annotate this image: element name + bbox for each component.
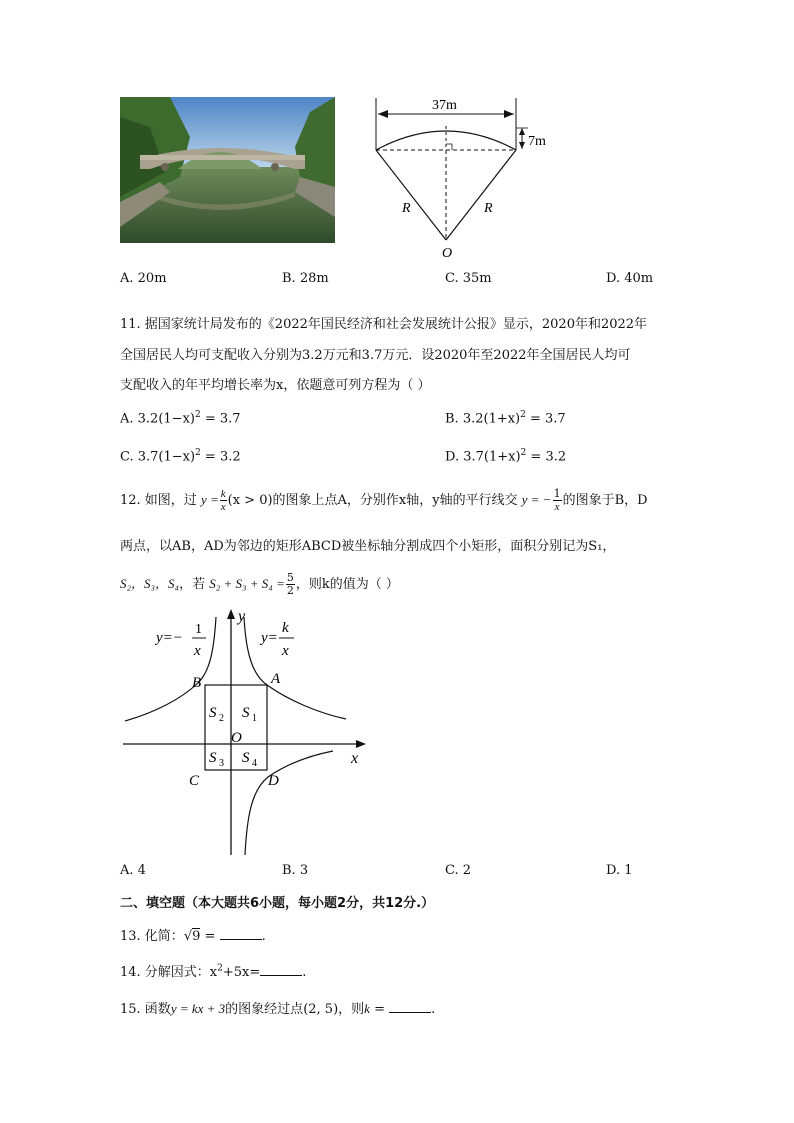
q11-option-a-rhs: = 3.7: [200, 411, 241, 427]
q12-s-list: S₂，S₃，S₄: [120, 576, 180, 591]
exponent: 2: [195, 448, 201, 458]
q12-option-d[interactable]: D. 1: [606, 863, 633, 878]
q15: [120, 998, 435, 1017]
q15-point: (2, 5): [303, 1002, 339, 1017]
exponent: 2: [520, 410, 526, 420]
func-left-label: y=−: [156, 630, 183, 646]
sqrt-sign: √: [183, 929, 193, 944]
q12-line1: [120, 488, 648, 513]
q12-line3: [120, 572, 399, 597]
frac-numerator: 5: [286, 571, 294, 584]
point-d-label: D: [268, 773, 279, 789]
q10-option-b[interactable]: B. 28m: [282, 271, 329, 286]
q10-option-d[interactable]: D. 40m: [606, 271, 654, 286]
q15-function: y = kx + 3: [170, 1001, 226, 1016]
q11-line3: 支配收入的年平均增长率为x，依题意可列方程为（ ）: [120, 378, 431, 393]
x-axis-arrow: [356, 740, 366, 748]
point-c-label: C: [189, 773, 200, 789]
width-label: 37m: [432, 98, 457, 113]
q15-end: .: [431, 1002, 436, 1017]
q15-prefix: 15. 函数: [120, 1002, 171, 1017]
q15-mid: 的图象经过点: [225, 1002, 304, 1017]
q12-line2: [120, 535, 615, 554]
area-s4-label: S: [242, 750, 250, 766]
q12-func-y: y =: [200, 492, 219, 507]
q11-option-c-rhs: = 3.2: [200, 449, 241, 465]
q11-option-c-label: C. 3.7(1−x): [120, 449, 196, 465]
q13: [120, 925, 266, 944]
q13-radicand: 9: [192, 929, 201, 944]
left-radius-label: R: [402, 201, 411, 216]
curve-neg1-over-x-q4: [245, 751, 333, 855]
q15-eq: =: [369, 1002, 390, 1017]
func-left-den: x: [194, 643, 201, 659]
q12-condition: (x > 0): [227, 493, 273, 508]
q11-line2: 全国居民人均可支配收入分别为3.2万元和3.7万元．设2020年至2022年全国居民人均可: [120, 348, 631, 363]
q12-part2: 的图象于B，D: [562, 493, 648, 508]
q11-option-d-label: D. 3.7(1+x): [445, 449, 521, 465]
area-s1-sub: 1: [252, 713, 257, 724]
q12-line2-text: 两点，以AB，AD为邻边的矩形ABCD被坐标轴分割成四个小矩形，面积分别记为S: [120, 539, 598, 554]
y-axis-label: y: [238, 608, 246, 625]
left-radius: [376, 150, 446, 240]
q11-line1: 11. 据国家统计局发布的《2022年国民经济和社会发展统计公报》显示，2020年和2022年: [120, 317, 648, 332]
q12-part1: 的图象上点A，分别作x轴，y轴的平行线交: [272, 493, 518, 508]
q15-answer-blank[interactable]: [389, 1000, 431, 1013]
width-arrow-left: [378, 110, 388, 118]
right-radius-label: R: [484, 201, 493, 216]
q13-end: .: [261, 929, 266, 944]
q14-exponent: 2: [217, 963, 223, 974]
q11-option-a[interactable]: [120, 410, 241, 426]
func-right-den: x: [282, 643, 289, 659]
point-b-label: B: [192, 675, 202, 691]
q12-option-b[interactable]: B. 3: [282, 863, 309, 878]
point-a-label: A: [271, 671, 281, 687]
area-s2-sub: 2: [219, 713, 224, 724]
q14-answer-blank[interactable]: [260, 963, 302, 976]
q12-frac-1-over-x: [553, 488, 562, 513]
y-axis-arrow: [227, 609, 235, 619]
func-right-num: k: [282, 620, 289, 636]
height-label: 7m: [528, 134, 546, 149]
right-angle-mark: [446, 144, 452, 150]
q11-option-b-label: B. 3.2(1+x): [445, 411, 521, 427]
x-axis-label: x: [351, 750, 359, 767]
q12-frac-5-over-2: [286, 572, 295, 597]
q12-option-c[interactable]: C. 2: [445, 863, 472, 878]
q11-option-a-label: A. 3.2(1−x): [120, 411, 195, 427]
q13-prefix: 13. 化简：: [120, 929, 184, 944]
q12-s1-sub: ₁，: [597, 539, 616, 554]
q14-end: .: [302, 965, 307, 980]
origin-label: O: [231, 730, 242, 746]
center-label: O: [442, 246, 453, 261]
height-arrow-bottom: [519, 142, 525, 149]
q12-ask: ，则k的值为（ ）: [295, 577, 399, 592]
right-radius: [446, 150, 516, 240]
q11-option-c[interactable]: [120, 448, 241, 464]
q12-prefix: 12. 如图，过: [120, 493, 197, 508]
width-arrow-right: [504, 110, 514, 118]
exponent: 2: [194, 410, 201, 420]
area-s4-sub: 4: [252, 758, 257, 769]
area-s3-label: S: [209, 750, 217, 766]
q14-prefix: 14. 分解因式：x: [120, 965, 218, 980]
q13-answer-blank[interactable]: [220, 927, 262, 940]
func-right-label: y=: [261, 630, 278, 646]
q14-expr: +5x=: [222, 965, 261, 980]
section2-heading: 二、填空题（本大题共6小题，每小题2分，共12分.）: [120, 896, 435, 911]
q11-option-d[interactable]: [445, 448, 566, 464]
curve-k-over-x-q1: [244, 617, 346, 719]
q13-eq: =: [200, 929, 220, 944]
q11-option-b[interactable]: [445, 410, 566, 426]
q12-frac-k-over-x: [220, 488, 227, 513]
q14: [120, 961, 306, 980]
q12-sum-expr: S₂ + S₃ + S₄ =: [209, 576, 285, 591]
frac-numerator: 1: [553, 487, 561, 500]
height-arrow-top: [519, 128, 525, 135]
q12-func-neg: y = −: [521, 492, 552, 507]
func-left-num: 1: [195, 622, 202, 637]
q15-k: k: [364, 1001, 370, 1016]
frac-denominator: x: [554, 501, 560, 513]
q12-option-a[interactable]: A. 4: [120, 863, 146, 878]
bridge-photo: [120, 97, 335, 243]
q11-option-b-rhs: = 3.7: [525, 411, 566, 427]
area-s3-sub: 3: [219, 758, 224, 769]
q10-option-c[interactable]: C. 35m: [445, 271, 492, 286]
frac-denominator: x: [220, 501, 226, 513]
area-s2-label: S: [209, 705, 217, 721]
frac-denominator: 2: [286, 584, 294, 597]
frac-numerator: k: [220, 488, 226, 500]
hyperbola-diagram: [118, 605, 378, 860]
bridge-photo-image: [120, 97, 335, 243]
q15-then: ，则: [338, 1002, 365, 1017]
q10-option-a[interactable]: A. 20m: [120, 271, 167, 286]
q12-if: ，若: [179, 577, 206, 592]
exponent: 2: [520, 448, 527, 458]
arch-diagram: [360, 92, 560, 262]
q11-option-d-rhs: = 3.2: [526, 449, 567, 465]
area-s1-label: S: [242, 705, 250, 721]
